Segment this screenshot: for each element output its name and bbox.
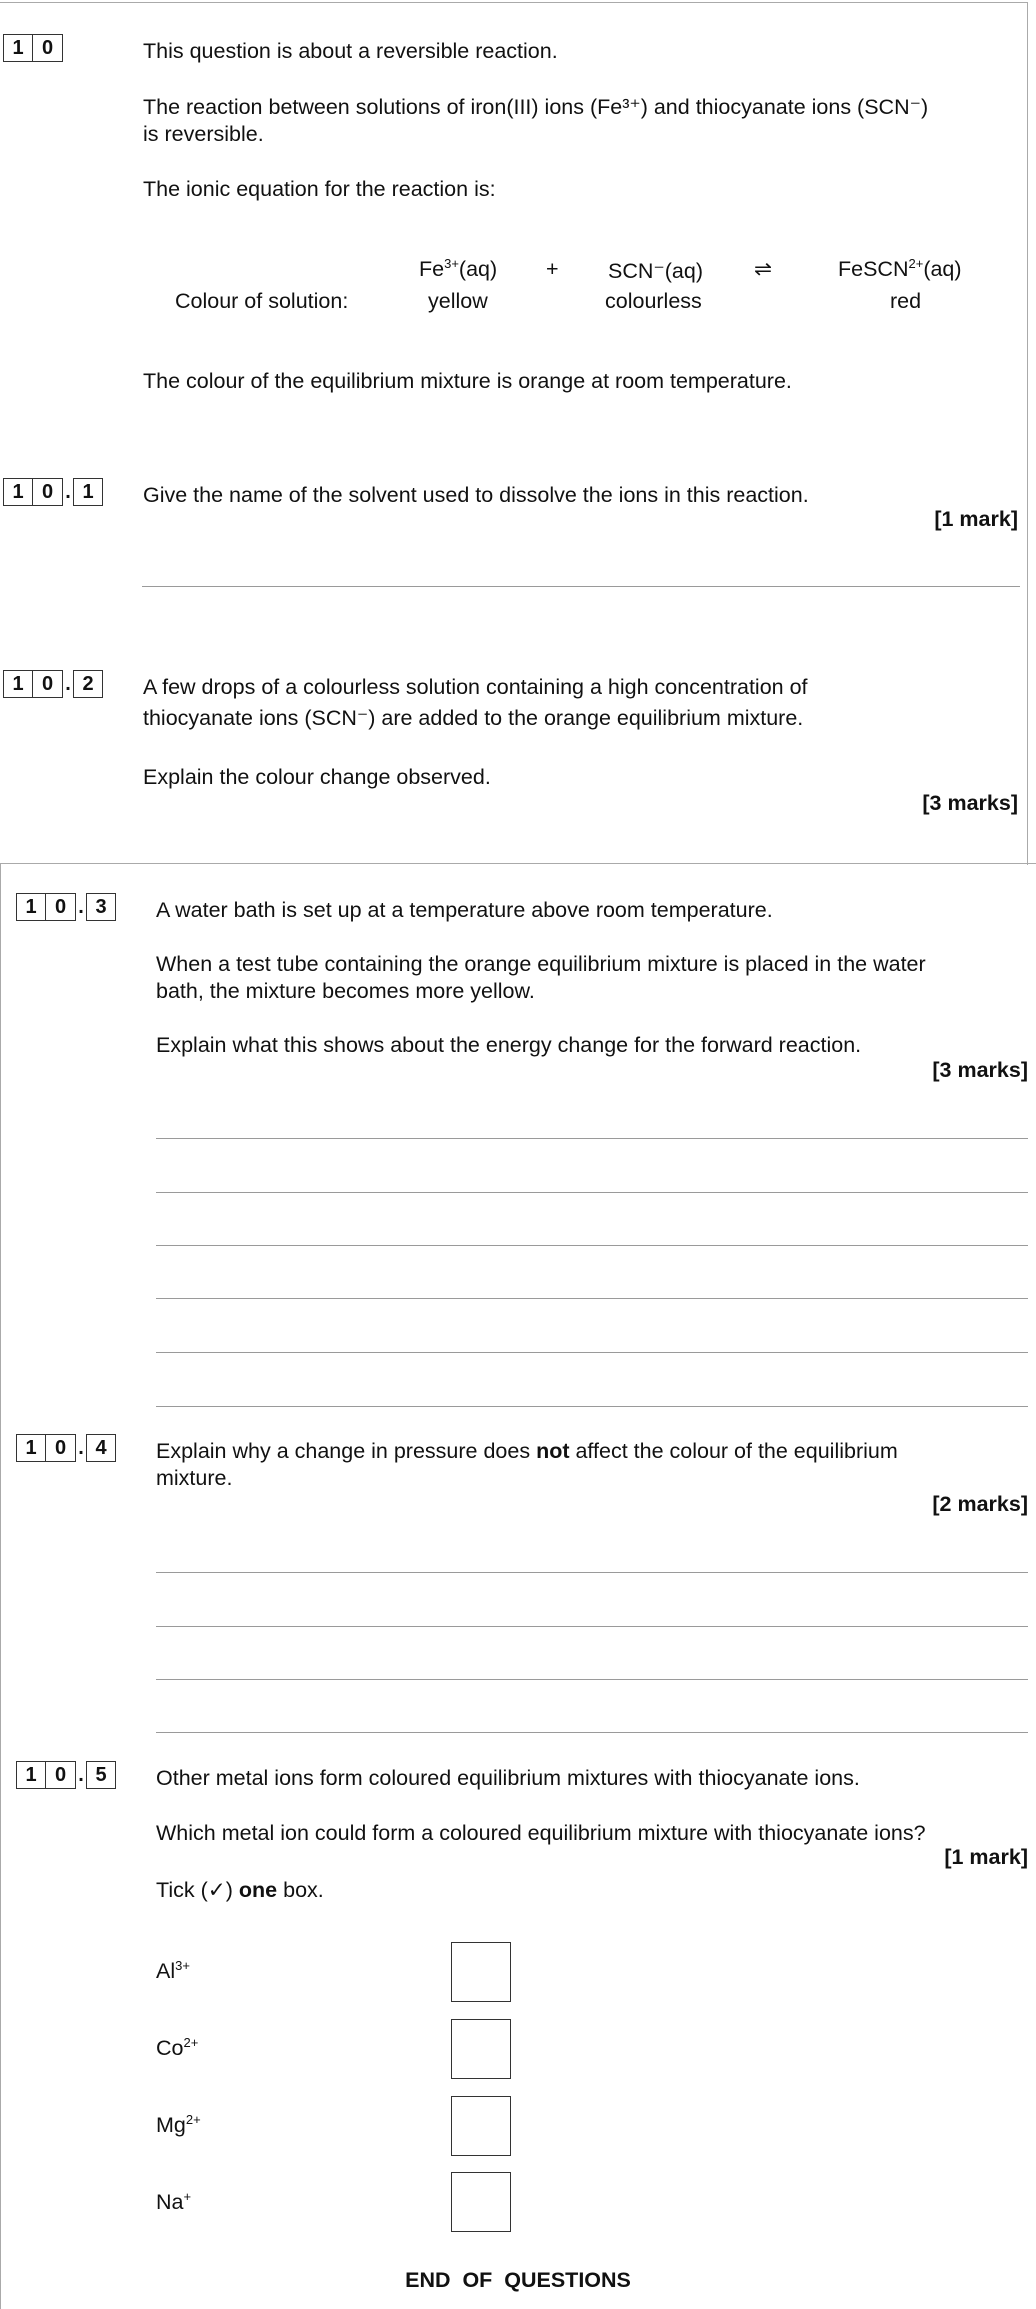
colour-yellow: yellow	[428, 289, 488, 313]
q10-para3: The colour of the equilibrium mixture is orange at room temperature.	[143, 369, 792, 393]
question-number-10-4	[16, 1434, 116, 1462]
digit-box: 2	[73, 670, 103, 698]
digit-box: 1	[3, 670, 33, 698]
q10-para1: The reaction between solutions of iron(III) ions (Fe³⁺) and thiocyanate ions (SCN⁻)	[143, 95, 929, 119]
q10-2-text-2: thiocyanate ions (SCN⁻) are added to the orange equilibrium mixture.	[143, 706, 804, 730]
answer-line[interactable]	[156, 1298, 1028, 1299]
number-dot: .	[65, 480, 71, 503]
digit-box: 4	[86, 1434, 116, 1462]
digit-box: 0	[33, 478, 63, 506]
answer-line[interactable]	[156, 1352, 1028, 1353]
digit-box: 1	[73, 478, 103, 506]
colour-of-solution-label: Colour of solution:	[175, 289, 349, 313]
q10-intro: This question is about a reversible reaction.	[143, 39, 558, 63]
colour-red: red	[890, 289, 922, 313]
digit-box: 1	[3, 478, 33, 506]
question-number-10-3	[16, 893, 116, 921]
answer-line[interactable]	[156, 1572, 1028, 1573]
digit-box: 0	[46, 893, 76, 921]
answer-line[interactable]	[156, 1245, 1028, 1246]
digit-box: 0	[46, 1434, 76, 1462]
tick-box-co[interactable]	[451, 2019, 511, 2079]
answer-line[interactable]	[156, 1732, 1028, 1733]
option-label-al: $Al^{3+}$	[156, 1958, 190, 1983]
tick-box-mg[interactable]	[451, 2096, 511, 2156]
number-dot: .	[78, 1436, 84, 1459]
option-label-co: $Co^{2+}$	[156, 2035, 199, 2060]
page-frame-bottom	[0, 863, 1036, 2309]
equation-reactant-2: SCN⁻(aq)	[608, 259, 703, 283]
digit-box: 5	[86, 1761, 116, 1789]
option-label-na: Na+	[156, 2189, 192, 2214]
equation-reactant-1: $Fe^{3+}(aq)$	[419, 256, 498, 281]
answer-line[interactable]	[142, 586, 1020, 587]
q10-1-text: Give the name of the solvent used to dissolve the ions in this reaction.	[143, 483, 809, 507]
answer-line[interactable]	[156, 1138, 1028, 1139]
number-dot: .	[65, 672, 71, 695]
tick-box-al[interactable]	[451, 1942, 511, 2002]
tick-box-na[interactable]	[451, 2172, 511, 2232]
q10-5-marks: [1 mark]	[944, 1845, 1028, 1869]
digit-box: 1	[16, 1434, 46, 1462]
q10-3-text-1: A water bath is set up at a temperature above room temperature.	[156, 898, 773, 922]
q10-2-text-1: A few drops of a colourless solution containing a high concentration of	[143, 675, 808, 699]
question-number-10-1	[3, 478, 103, 506]
q10-3-text-2b: bath, the mixture becomes more yellow.	[156, 979, 535, 1003]
q10-para2: The ionic equation for the reaction is:	[143, 177, 496, 201]
answer-line[interactable]	[156, 1406, 1028, 1407]
number-dot: .	[78, 895, 84, 918]
q10-5-text-1: Other metal ions form coloured equilibrium mixtures with thiocyanate ions.	[156, 1766, 860, 1790]
digit-box: 0	[33, 670, 63, 698]
question-number-10	[3, 34, 63, 62]
equation-plus: +	[546, 257, 559, 281]
q10-4-marks: [2 marks]	[932, 1492, 1028, 1516]
q10-5-tick-instruction: Tick (✓) one box.	[156, 1878, 324, 1902]
q10-2-text-3: Explain the colour change observed.	[143, 765, 491, 789]
digit-box: 1	[3, 34, 33, 62]
equilibrium-arrow: ⇌	[754, 257, 773, 281]
end-of-questions: END OF QUESTIONS	[405, 2268, 631, 2292]
q10-3-text-3: Explain what this shows about the energy change for the forward reaction.	[156, 1033, 862, 1057]
q10-1-marks: [1 mark]	[934, 507, 1018, 531]
question-number-10-2	[3, 670, 103, 698]
q10-3-text-2: When a test tube containing the orange equilibrium mixture is placed in the water	[156, 952, 926, 976]
digit-box: 1	[16, 1761, 46, 1789]
q10-3-marks: [3 marks]	[932, 1058, 1028, 1082]
q10-para1b: is reversible.	[143, 122, 264, 146]
digit-box: 0	[33, 34, 63, 62]
answer-line[interactable]	[156, 1679, 1028, 1680]
colour-colourless: colourless	[605, 289, 702, 313]
q10-4-text-1: Explain why a change in pressure does not affect the colour of the equilibrium	[156, 1439, 898, 1463]
digit-box: 1	[16, 893, 46, 921]
digit-box: 3	[86, 893, 116, 921]
option-label-mg: $Mg^{2+}$	[156, 2112, 201, 2137]
digit-box: 0	[46, 1761, 76, 1789]
q10-5-text-2: Which metal ion could form a coloured equilibrium mixture with thiocyanate ions?	[156, 1821, 926, 1845]
q10-4-text-2: mixture.	[156, 1466, 233, 1490]
number-dot: .	[78, 1763, 84, 1786]
answer-line[interactable]	[156, 1626, 1028, 1627]
question-number-10-5	[16, 1761, 116, 1789]
answer-line[interactable]	[156, 1192, 1028, 1193]
q10-2-marks: [3 marks]	[922, 791, 1018, 815]
equation-product: FeSCN$^{2+}$(aq)	[838, 256, 962, 281]
